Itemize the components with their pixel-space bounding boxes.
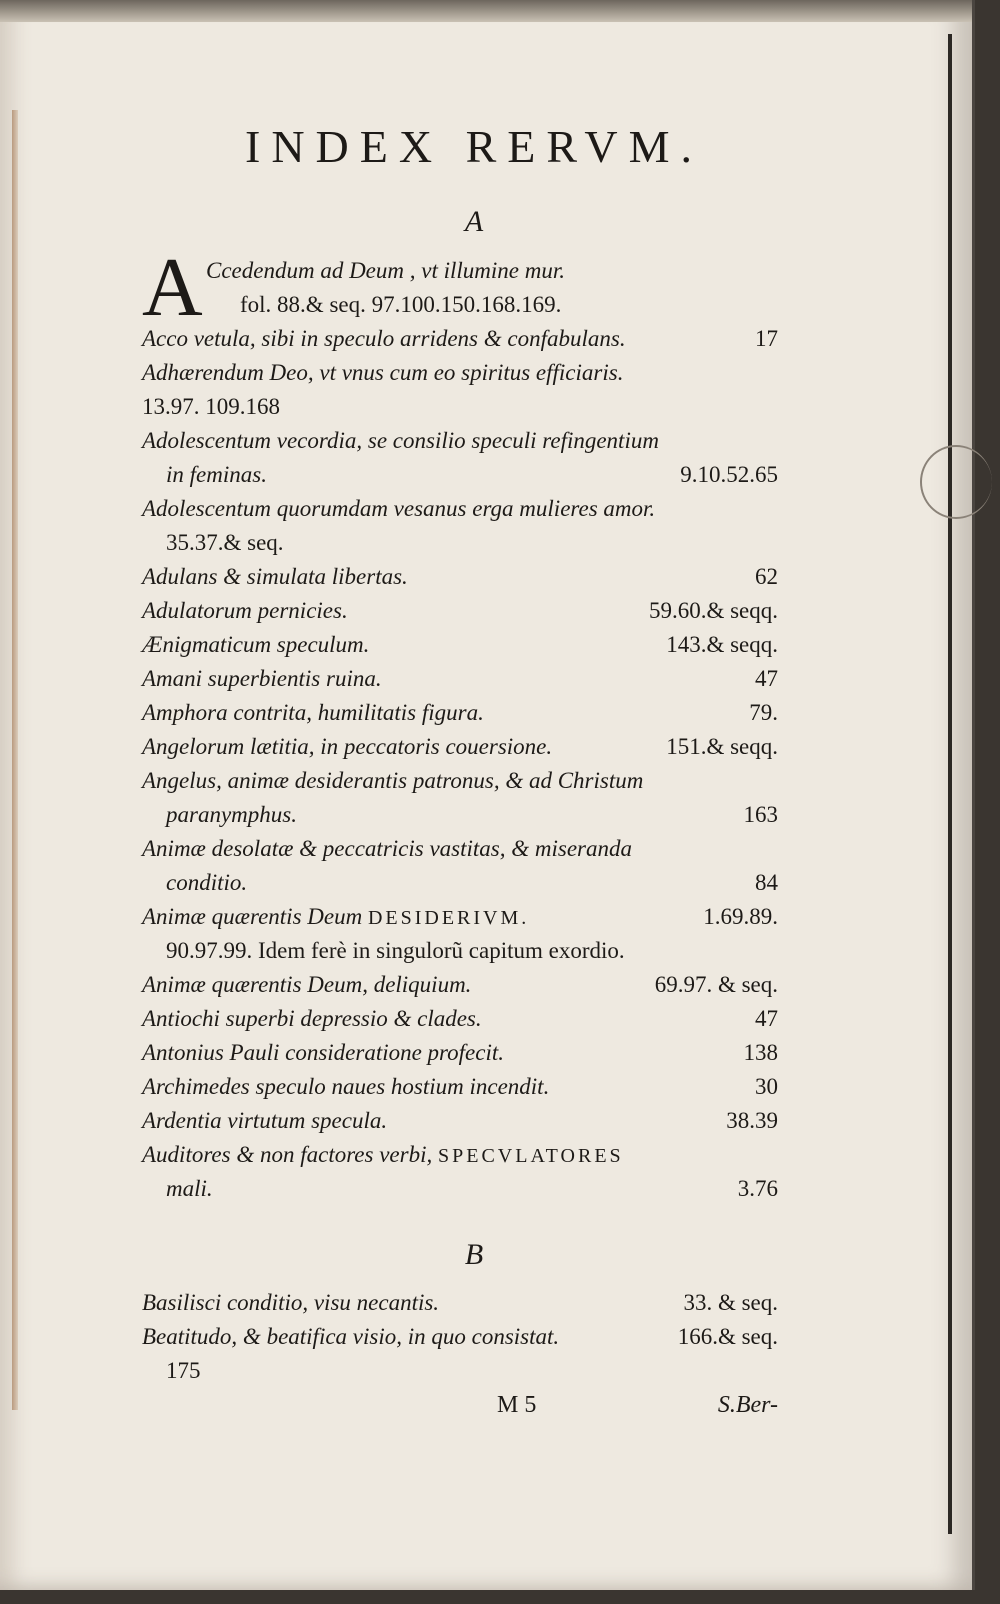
desiderium-smallcaps: DESIDERIVM. xyxy=(367,907,530,929)
index-entry: Adhærendum Deo, vt vnus cum eo spiritus efficiaris. xyxy=(142,360,624,385)
page-title: INDEX RERVM. xyxy=(245,121,703,172)
index-entry: Antonius Pauli consideratione profecit. 138 xyxy=(142,1040,778,1065)
first-entry-line1: Ccedendum ad Deum , vt illumine mur. xyxy=(206,258,565,283)
clasp-mark xyxy=(920,445,992,519)
index-entry: Adolescentum quorumdam vesanus erga mulieres amor. xyxy=(142,496,656,521)
index-entry: Amphora contrita, humilitatis figura. 79. xyxy=(142,700,778,725)
index-entry: Angelus, animæ desiderantis patronus, & ad Christum xyxy=(142,768,644,793)
page-left-edge xyxy=(12,110,18,1410)
index-entry: 13.97. 109.168 xyxy=(142,394,280,419)
index-entry: Animæ quærentis Deum DESIDERIVM. 1.69.89. xyxy=(142,904,778,929)
index-entry: mali. 3.76 xyxy=(166,1176,778,1201)
index-entry: Animæ desolatæ & peccatricis vastitas, & miseranda xyxy=(142,836,632,861)
first-entry xyxy=(142,241,778,334)
index-entry: Auditores & non factores verbi, SPECVLATORES xyxy=(142,1142,624,1167)
index-entry: Adolescentum vecordia, se consilio speculi refingentium xyxy=(142,428,659,453)
index-entry: Angelorum lætitia, in peccatoris couersione. 151.& seqq. xyxy=(142,734,778,759)
index-entry: 175 xyxy=(166,1358,201,1383)
page-top-edge xyxy=(0,0,972,22)
index-entry: Ardentia virtutum specula. 38.39 xyxy=(142,1108,778,1133)
index-entry: conditio. 84 xyxy=(166,870,778,895)
index-entry: Archimedes speculo naues hostium incendit. 30 xyxy=(142,1074,778,1099)
index-entry: Acco vetula, sibi in speculo arridens & confabulans. 17 xyxy=(142,326,778,351)
index-entries xyxy=(142,241,778,1210)
index-entry: Animæ quærentis Deum, deliquium. 69.97. & seq. xyxy=(142,972,778,997)
speculatores-smallcaps: SPECVLATORES xyxy=(437,1145,624,1167)
index-entry: in feminas. 9.10.52.65 xyxy=(166,462,778,487)
index-entry: Ænigmaticum speculum. 143.& seqq. xyxy=(142,632,778,657)
signature-mark: M 5 xyxy=(497,1392,537,1418)
index-entry: Adulatorum pernicies. 59.60.& seqq. xyxy=(142,598,778,623)
index-entry: Beatitudo, & beatifica visio, in quo consistat. 166.& seq. xyxy=(142,1324,778,1349)
first-entry-line2: fol. 88.& seq. 97.100.150.168.169. xyxy=(240,292,562,317)
index-entry: paranymphus. 163 xyxy=(166,802,778,827)
section-heading-a: A xyxy=(464,205,484,238)
index-entry: Antiochi superbi depressio & clades. 47 xyxy=(142,1006,778,1031)
catchword: S.Ber- xyxy=(717,1392,778,1418)
dropcap: A xyxy=(142,241,203,334)
section-heading-b: B xyxy=(464,1238,484,1271)
index-entries-b xyxy=(142,1290,778,1392)
index-entry: 35.37.& seq. xyxy=(166,530,284,555)
index-entry: Amani superbientis ruina. 47 xyxy=(142,666,778,691)
index-entry: 90.97.99. Idem ferè in singulorũ capitum exordio. xyxy=(166,938,625,963)
index-entry: Basilisci conditio, visu necantis. 33. & seq. xyxy=(142,1290,778,1315)
page-right-border xyxy=(948,34,952,1534)
index-entry: Adulans & simulata libertas. 62 xyxy=(142,564,778,589)
